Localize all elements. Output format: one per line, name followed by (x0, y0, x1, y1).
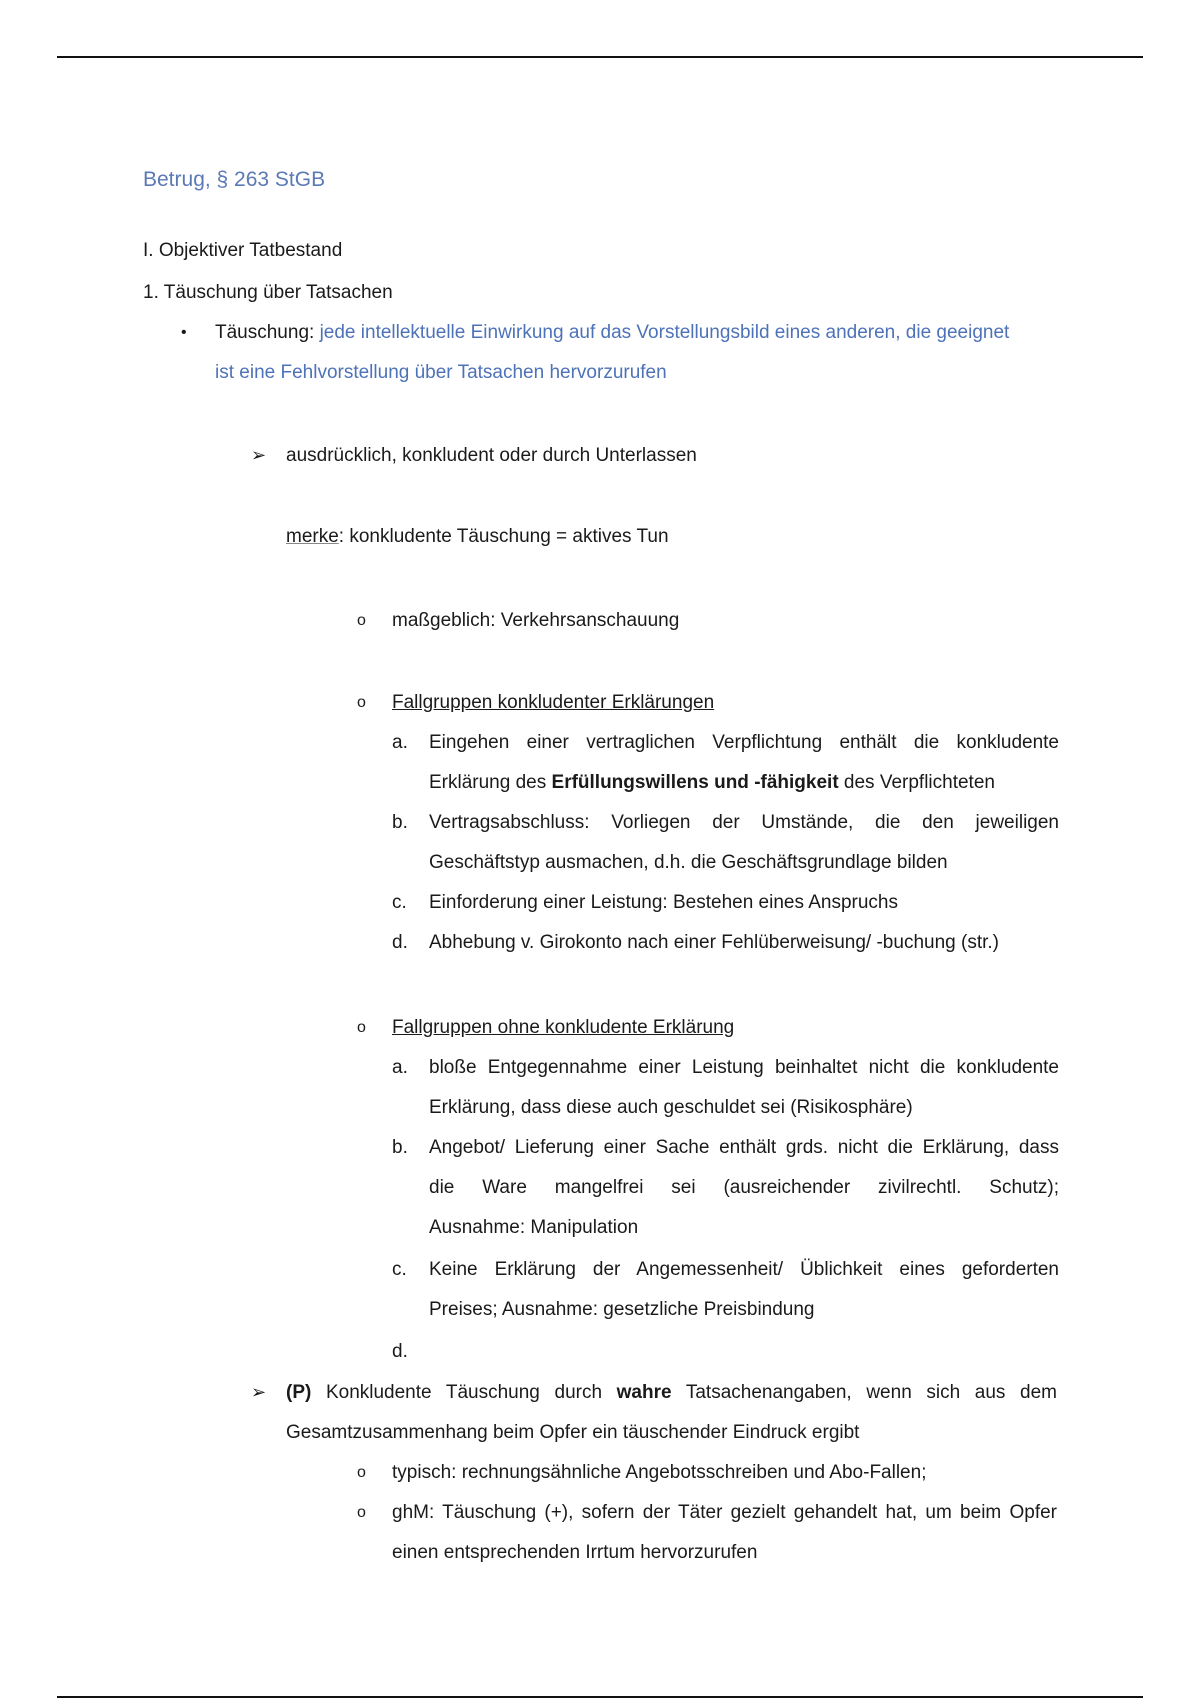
list-letter: d. (392, 932, 408, 953)
list-item-line (429, 772, 995, 794)
footer-rule (57, 1696, 1143, 1698)
circle-bullet-icon: o (357, 1504, 366, 1521)
bold-run: Erfüllungswillens und -fähigkeit (551, 772, 839, 793)
list-letter: d. (392, 1341, 408, 1362)
section-heading: I. Objektiver Tatbestand (143, 240, 343, 261)
modes-text: ausdrücklich, konkludent oder durch Unterlassen (286, 445, 697, 466)
subsection-heading: 1. Täuschung über Tatsachen (143, 282, 393, 303)
ghm-line: einen entsprechenden Irrtum hervorzurufen (392, 1542, 758, 1563)
list-item-line: Keine Erklärung der Angemessenheit/ Üblichkeit eines geforderten (429, 1259, 1059, 1280)
problem-line: Gesamtzusammenhang beim Opfer ein täuschender Eindruck ergibt (286, 1422, 860, 1443)
list-letter: c. (392, 1259, 407, 1280)
merke-text: : konkludente Täuschung = aktives Tun (338, 526, 669, 547)
text-run: des Verpflichteten (838, 772, 995, 793)
list-letter: b. (392, 812, 408, 833)
list-item-line: Abhebung v. Girokonto nach einer Fehlüberweisung/ -buchung (str.) (429, 932, 999, 953)
list-item-line: Vertragsabschluss: Vorliegen der Umstände, die den jeweiligen (429, 812, 1059, 833)
list-letter: a. (392, 1057, 408, 1078)
list-item-line: Angebot/ Lieferung einer Sache enthält grds. nicht die Erklärung, dass (429, 1137, 1059, 1158)
bullet-icon: • (181, 324, 187, 341)
header-rule (57, 56, 1143, 58)
circle-bullet-icon: o (357, 1019, 366, 1036)
list-item-line: Einforderung einer Leistung: Bestehen eines Anspruchs (429, 892, 898, 913)
term-label: Täuschung: (215, 322, 315, 343)
definition-line: ist eine Fehlvorstellung über Tatsachen hervorzurufen (215, 362, 667, 383)
text-run: Konkludente Täuschung durch (311, 1382, 617, 1403)
group-with-title: Fallgruppen konkludenter Erklärungen (392, 692, 715, 713)
list-letter: a. (392, 732, 408, 753)
list-item-line: die Ware mangelfrei sei (ausreichender zivilrechtl. Schutz); (429, 1177, 1059, 1198)
ghm-line: ghM: Täuschung (+), sofern der Täter gezielt gehandelt hat, um beim Opfer (392, 1502, 1057, 1523)
problem-tag: (P) (286, 1382, 312, 1403)
list-item-line: Ausnahme: Manipulation (429, 1217, 639, 1238)
page-title: Betrug, § 263 StGB (143, 168, 326, 191)
circle-bullet-icon: o (357, 612, 366, 629)
list-item-line: Erklärung, dass diese auch geschuldet sei (Risikosphäre) (429, 1097, 913, 1118)
list-item-line: bloße Entgegennahme einer Leistung beinhaltet nicht die konkludente (429, 1057, 1059, 1078)
group-without-title: Fallgruppen ohne konkludente Erklärung (392, 1017, 735, 1038)
problem-line (286, 1382, 1057, 1404)
list-letter: c. (392, 892, 407, 913)
definition-text: jede intellektuelle Einwirkung auf das Vorstellungsbild eines anderen, die geeignet (319, 322, 1010, 343)
circle-bullet-icon: o (357, 694, 366, 711)
list-item-line: Preises; Ausnahme: gesetzliche Preisbindung (429, 1299, 815, 1320)
list-letter: b. (392, 1137, 408, 1158)
list-item-line: Eingehen einer vertraglichen Verpflichtung enthält die konkludente (429, 732, 1059, 753)
text-run: Tatsachenangaben, wenn sich aus dem (671, 1382, 1058, 1403)
arrow-bullet-icon: ➢ (251, 445, 267, 465)
massgeblich-text: maßgeblich: Verkehrsanschauung (392, 610, 680, 631)
merke-note (286, 526, 669, 548)
bold-run: wahre (616, 1382, 672, 1403)
circle-bullet-icon: o (357, 1464, 366, 1481)
merke-label: merke (286, 526, 339, 547)
definition-line (215, 322, 1009, 344)
list-item-line: Geschäftstyp ausmachen, d.h. die Geschäftsgrundlage bilden (429, 852, 948, 873)
typical-text: typisch: rechnungsähnliche Angebotsschreiben und Abo-Fallen; (392, 1462, 927, 1483)
arrow-bullet-icon: ➢ (251, 1382, 267, 1402)
text-run: Erklärung des (429, 772, 552, 793)
